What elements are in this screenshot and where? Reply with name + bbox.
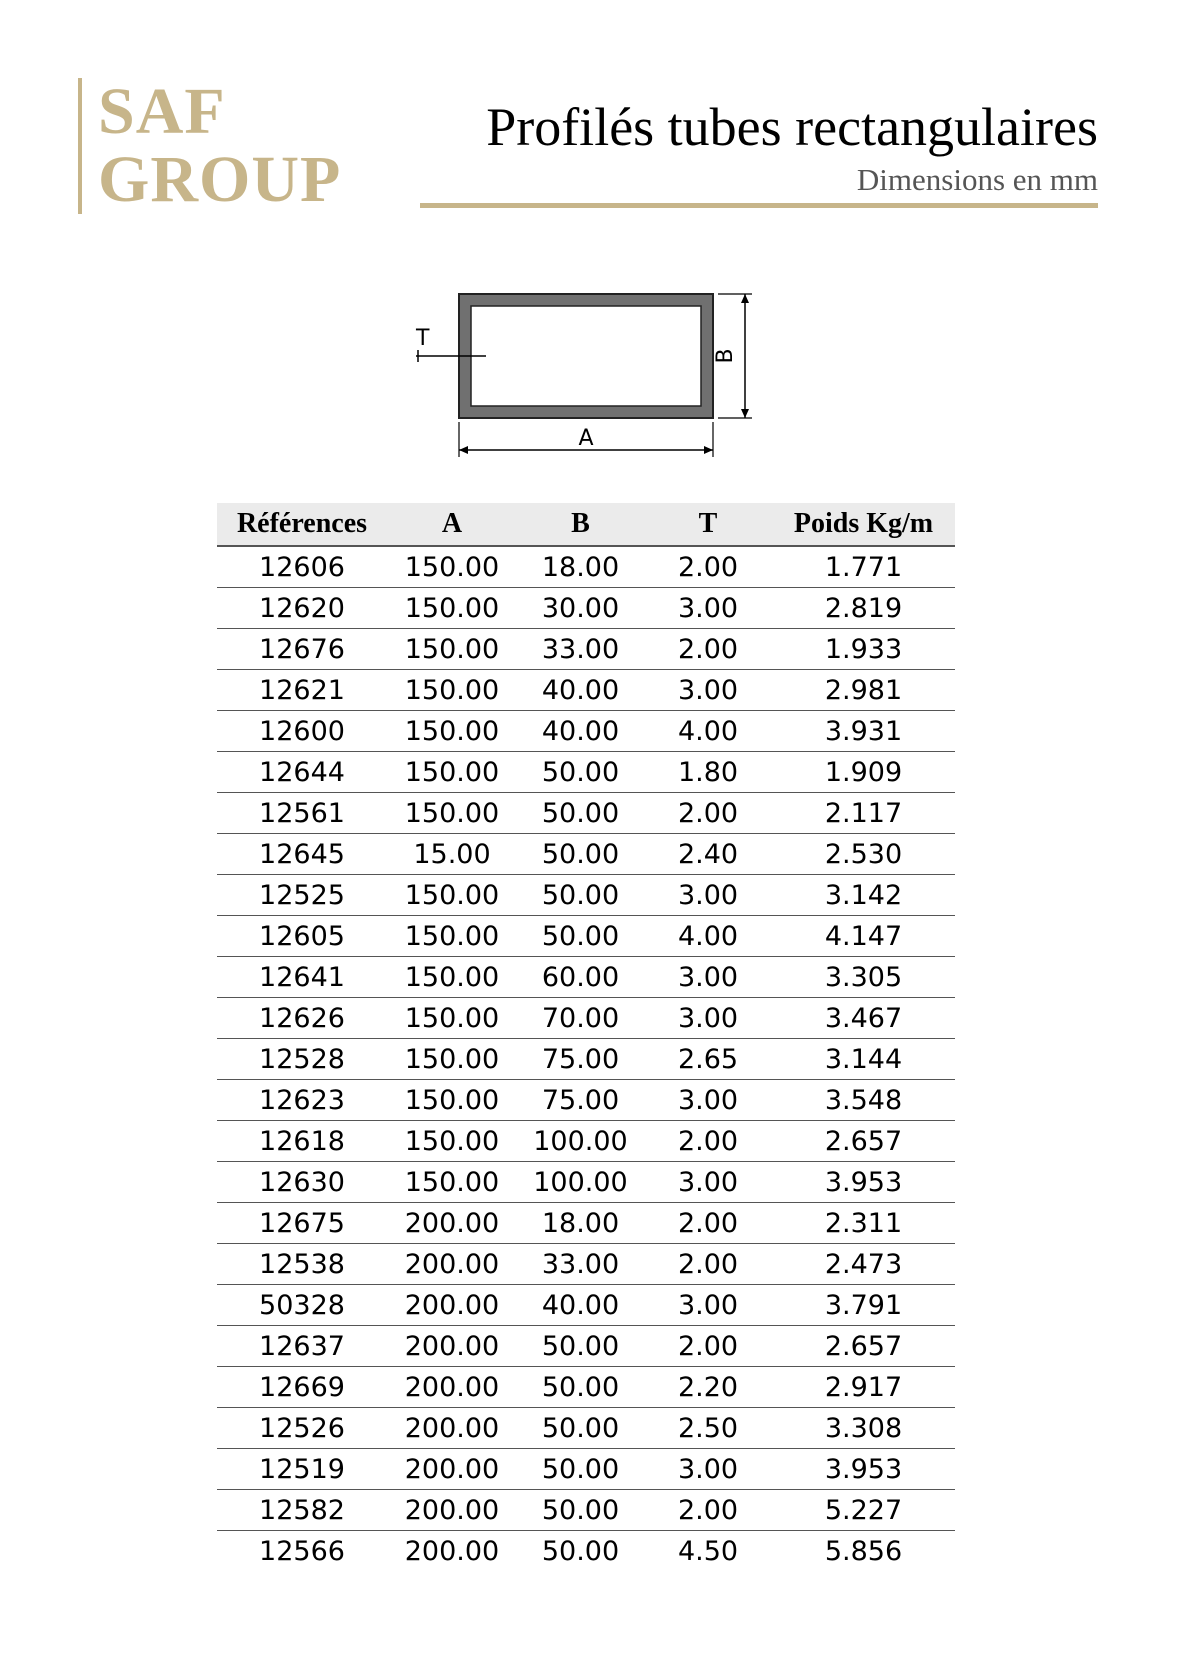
cell-t: 4.00 <box>644 711 772 752</box>
cell-t: 4.00 <box>644 916 772 957</box>
cell-t: 2.00 <box>644 1203 772 1244</box>
b-dimension-label: B <box>713 348 738 364</box>
cell-b: 50.00 <box>517 1367 644 1408</box>
table-row <box>217 875 955 916</box>
cell-t: 3.00 <box>644 1449 772 1490</box>
cell-weight: 3.144 <box>772 1039 955 1080</box>
cell-weight: 3.548 <box>772 1080 955 1121</box>
cell-b: 50.00 <box>517 1326 644 1367</box>
t-dimension-label: T <box>416 326 430 351</box>
logo-line-2: GROUP <box>98 143 342 216</box>
cell-t: 3.00 <box>644 588 772 629</box>
cell-reference: 12675 <box>217 1203 387 1244</box>
table-row <box>217 588 955 629</box>
cell-t: 2.50 <box>644 1408 772 1449</box>
dimensions-table <box>217 503 955 1571</box>
cell-reference: 12528 <box>217 1039 387 1080</box>
cell-a: 200.00 <box>387 1367 517 1408</box>
table-row <box>217 1408 955 1449</box>
cell-weight: 3.467 <box>772 998 955 1039</box>
cell-b: 60.00 <box>517 957 644 998</box>
title-underline <box>420 203 1098 208</box>
cell-a: 200.00 <box>387 1244 517 1285</box>
cell-reference: 12605 <box>217 916 387 957</box>
cell-b: 50.00 <box>517 752 644 793</box>
cell-reference: 12644 <box>217 752 387 793</box>
cell-t: 2.00 <box>644 1121 772 1162</box>
cell-t: 2.00 <box>644 629 772 670</box>
cell-weight: 5.227 <box>772 1490 955 1531</box>
cell-weight: 2.473 <box>772 1244 955 1285</box>
cell-t: 3.00 <box>644 670 772 711</box>
cell-reference: 12566 <box>259 1535 345 1567</box>
col-header-a: A <box>387 503 517 546</box>
cell-a: 200.00 <box>387 1203 517 1244</box>
cell-a: 150.00 <box>387 546 517 588</box>
cell-t: 3.00 <box>644 957 772 998</box>
table-row <box>217 1080 955 1121</box>
cell-reference: 12525 <box>217 875 387 916</box>
cell-weight: 3.308 <box>772 1408 955 1449</box>
table-row <box>217 916 955 957</box>
cell-b: 40.00 <box>517 711 644 752</box>
cell-a: 200.00 <box>387 1326 517 1367</box>
cell-reference: 12538 <box>217 1244 387 1285</box>
cell-reference: 12623 <box>217 1080 387 1121</box>
cell-weight: 2.530 <box>772 834 955 875</box>
cell-b: 50.00 <box>517 916 644 957</box>
cell-b: 18.00 <box>517 546 644 588</box>
table-row <box>217 1121 955 1162</box>
table-row <box>217 957 955 998</box>
cell-reference: 12645 <box>217 834 387 875</box>
cell-weight: 3.953 <box>772 1449 955 1490</box>
table-header-row <box>217 503 955 546</box>
cell-t: 2.40 <box>644 834 772 875</box>
cell-reference: 12637 <box>217 1326 387 1367</box>
cell-b: 50.00 <box>541 1535 620 1567</box>
cell-t: 3.00 <box>644 1285 772 1326</box>
cell-b: 50.00 <box>517 1449 644 1490</box>
cell-weight: 2.981 <box>772 670 955 711</box>
cell-a: 150.00 <box>387 629 517 670</box>
table-row <box>217 670 955 711</box>
cell-t: 3.00 <box>644 1162 772 1203</box>
cell-a: 150.00 <box>387 752 517 793</box>
cell-reference: 12620 <box>217 588 387 629</box>
cell-b: 50.00 <box>517 1490 644 1531</box>
tube-inner-hollow <box>471 306 701 406</box>
cell-t: 3.00 <box>644 998 772 1039</box>
cell-t: 1.80 <box>644 752 772 793</box>
cell-b: 100.00 <box>517 1121 644 1162</box>
cell-weight: 3.305 <box>772 957 955 998</box>
cell-t: 2.00 <box>644 793 772 834</box>
cell-b: 100.00 <box>517 1162 644 1203</box>
cell-reference: 12582 <box>217 1490 387 1531</box>
cell-b: 50.00 <box>517 793 644 834</box>
cell-reference: 12630 <box>217 1162 387 1203</box>
cell-t: 2.00 <box>644 546 772 588</box>
cell-b: 18.00 <box>517 1203 644 1244</box>
table-row <box>217 1285 955 1326</box>
company-logo <box>78 75 342 216</box>
cell-a: 150.00 <box>387 1039 517 1080</box>
cell-b: 50.00 <box>517 875 644 916</box>
cell-t: 2.00 <box>644 1244 772 1285</box>
table-row <box>217 752 955 793</box>
cell-weight: 2.657 <box>772 1326 955 1367</box>
cell-b: 40.00 <box>517 670 644 711</box>
table-row <box>217 1367 955 1408</box>
cell-a: 15.00 <box>387 834 517 875</box>
cell-a: 150.00 <box>387 998 517 1039</box>
cell-t: 2.20 <box>644 1367 772 1408</box>
cell-weight: 2.657 <box>772 1121 955 1162</box>
col-header-t: T <box>644 503 772 546</box>
cell-reference: 12669 <box>217 1367 387 1408</box>
a-dimension-label: A <box>578 426 594 451</box>
cell-a: 200.00 <box>404 1535 500 1567</box>
page-title: Profilés tubes rectangulaires <box>486 97 1098 157</box>
cell-b: 33.00 <box>517 1244 644 1285</box>
table-row <box>217 1039 955 1080</box>
table-row <box>217 998 955 1039</box>
cell-a: 200.00 <box>387 1490 517 1531</box>
cell-weight: 2.819 <box>772 588 955 629</box>
cell-reference: 12519 <box>217 1449 387 1490</box>
table-row <box>217 1449 955 1490</box>
table-row <box>217 1203 955 1244</box>
cell-a: 200.00 <box>387 1408 517 1449</box>
table-row <box>217 711 955 752</box>
cell-a: 150.00 <box>387 588 517 629</box>
col-header-weight: Poids Kg/m <box>772 503 955 546</box>
cell-weight: 1.909 <box>772 752 955 793</box>
cell-b: 30.00 <box>517 588 644 629</box>
page-subtitle: Dimensions en mm <box>856 162 1098 197</box>
cell-a: 150.00 <box>387 670 517 711</box>
table-row <box>217 1326 955 1367</box>
cell-reference: 12676 <box>217 629 387 670</box>
cell-a: 200.00 <box>387 1449 517 1490</box>
cell-b: 40.00 <box>517 1285 644 1326</box>
cell-weight: 1.771 <box>772 546 955 588</box>
cell-weight: 2.117 <box>772 793 955 834</box>
table-row <box>217 1244 955 1285</box>
cell-reference: 12606 <box>217 546 387 588</box>
cell-t: 2.00 <box>644 1326 772 1367</box>
cell-reference: 12618 <box>217 1121 387 1162</box>
cell-a: 150.00 <box>387 916 517 957</box>
cell-b: 33.00 <box>517 629 644 670</box>
cell-weight: 4.147 <box>772 916 955 957</box>
cell-a: 150.00 <box>387 1162 517 1203</box>
cell-weight: 1.933 <box>772 629 955 670</box>
cell-a: 200.00 <box>387 1285 517 1326</box>
cell-b: 50.00 <box>517 1408 644 1449</box>
cell-a: 150.00 <box>387 875 517 916</box>
table-row <box>217 793 955 834</box>
cell-reference: 12526 <box>217 1408 387 1449</box>
cell-b: 75.00 <box>517 1080 644 1121</box>
table-body <box>217 546 955 1571</box>
table-row <box>217 546 955 588</box>
cell-weight: 2.311 <box>772 1203 955 1244</box>
cell-weight: 3.791 <box>772 1285 955 1326</box>
col-header-b: B <box>517 503 644 546</box>
tube-profile-diagram <box>400 285 780 465</box>
cell-a: 150.00 <box>387 1121 517 1162</box>
cell-a: 150.00 <box>387 793 517 834</box>
cell-t: 2.65 <box>644 1039 772 1080</box>
table-row <box>217 1531 955 1572</box>
cell-weight: 3.142 <box>772 875 955 916</box>
cell-t: 3.00 <box>644 875 772 916</box>
cell-reference: 12641 <box>217 957 387 998</box>
cell-t: 3.00 <box>644 1080 772 1121</box>
cell-reference: 12600 <box>217 711 387 752</box>
cell-b: 75.00 <box>517 1039 644 1080</box>
table-row <box>217 629 955 670</box>
cell-a: 150.00 <box>387 711 517 752</box>
cell-reference: 12621 <box>217 670 387 711</box>
cell-t: 2.00 <box>644 1490 772 1531</box>
cell-weight: 3.931 <box>772 711 955 752</box>
table-row <box>217 1490 955 1531</box>
table-row <box>217 834 955 875</box>
cell-t: 4.50 <box>677 1535 739 1567</box>
cell-b: 50.00 <box>517 834 644 875</box>
col-header-references: Références <box>217 503 387 546</box>
cell-a: 150.00 <box>387 957 517 998</box>
cell-weight: 5.856 <box>824 1535 903 1567</box>
cell-reference: 12561 <box>217 793 387 834</box>
cell-reference: 50328 <box>217 1285 387 1326</box>
logo-line-1: SAF <box>98 75 226 148</box>
cell-weight: 3.953 <box>772 1162 955 1203</box>
table-row <box>217 1162 955 1203</box>
cell-a: 150.00 <box>387 1080 517 1121</box>
cell-reference: 12626 <box>217 998 387 1039</box>
cell-weight: 2.917 <box>772 1367 955 1408</box>
cell-b: 70.00 <box>517 998 644 1039</box>
